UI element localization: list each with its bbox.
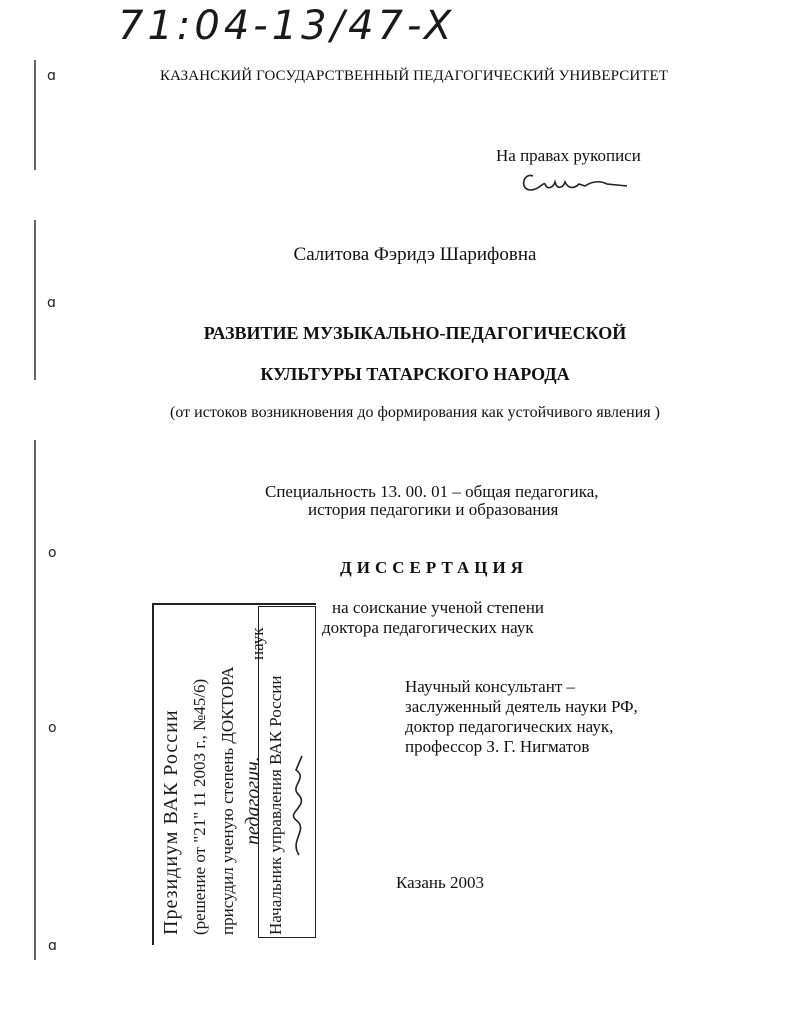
punch-hole-icon: ɑ [48, 938, 57, 954]
specialty-line-2: история педагогики и образования [308, 500, 559, 519]
city-year: Казань 2003 [396, 873, 485, 892]
punch-hole-icon: ɑ [47, 68, 56, 84]
degree-line-2: доктора педагогических наук [322, 618, 534, 637]
signature [515, 160, 645, 200]
punch-hole-icon: o [48, 545, 57, 561]
degree-line-1: на соискание ученой степени [332, 598, 545, 617]
specialty-line-1: Специальность 13. 00. 01 – общая педагогика, [265, 482, 599, 501]
consultant-line-3: доктор педагогических наук, [405, 717, 614, 736]
thesis-title-line-1: РАЗВИТИЕ МУЗЫКАЛЬНО-ПЕДАГОГИЧЕСКОЙ [203, 323, 627, 343]
stamp-line-2: (решение от "21" 11 2003 г., №45/6) [190, 678, 209, 935]
punch-hole-icon: ɑ [47, 295, 56, 311]
document-type: ДИССЕРТАЦИЯ [340, 558, 528, 577]
consultant-line-1: Научный консультант – [405, 677, 575, 696]
author-name: Салитова Фэридэ Шарифовна [293, 244, 537, 265]
stamp-line-6: Начальник управления ВАК России [266, 675, 285, 935]
stamp-signature [284, 750, 314, 860]
thesis-subtitle: (от истоков возникновения до формирования как устойчивого явления ) [170, 404, 660, 421]
stamp-line-4: педагогич. [242, 756, 264, 845]
punch-hole-icon: o [48, 720, 57, 736]
stamp-line-1: Президиум ВАК России [160, 709, 182, 935]
manuscript-note: На правах рукописи [496, 146, 641, 165]
university-name: КАЗАНСКИЙ ГОСУДАРСТВЕННЫЙ ПЕДАГОГИЧЕСКИЙ УНИВЕРСИТЕТ [160, 68, 669, 84]
scan-border [34, 60, 36, 990]
stamp-line-5: наук [248, 627, 267, 660]
consultant-line-2: заслуженный деятель науки РФ, [405, 697, 638, 716]
consultant-line-4: профессор З. Г. Нигматов [405, 737, 590, 756]
archive-code: 71:04-13/47-X [118, 3, 456, 49]
stamp-line-3: присудил ученую степень ДОКТОРА [218, 666, 237, 935]
thesis-title-line-2: КУЛЬТУРЫ ТАТАРСКОГО НАРОДА [260, 364, 570, 384]
